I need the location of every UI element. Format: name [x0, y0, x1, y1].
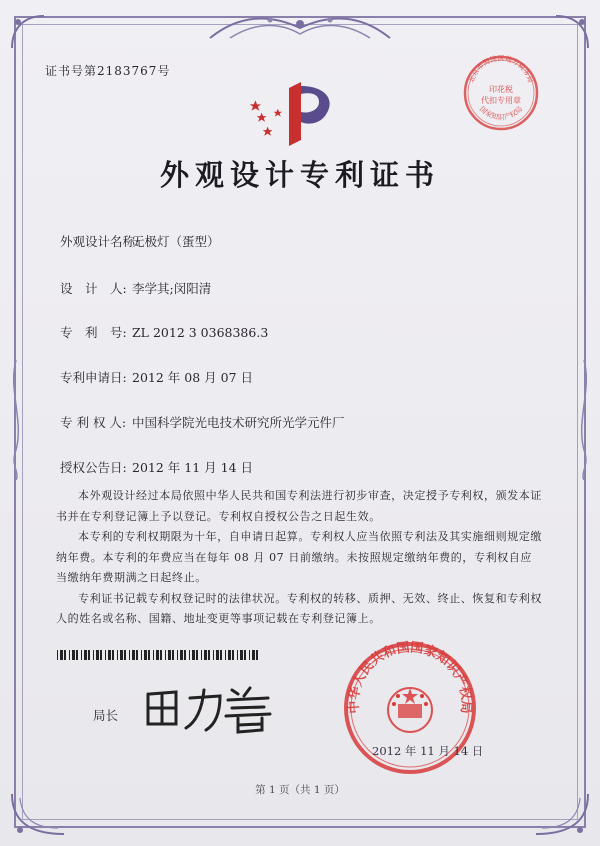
barcode-bar: [88, 650, 90, 660]
barcode-bar: [124, 650, 126, 660]
barcode-bar: [232, 650, 234, 660]
seal-date: 2012 年 11 月 14 日: [372, 744, 484, 758]
paragraph-term: 本专利的专利权期限为十年，自申请日起算。专利权人应当依照专利法及其实施细则规定缴纳年费。本专利的年费应当在每年 08 月 07 日前缴纳。未按照规定缴纳年费的，专利权自应当缴纳年费期满之日起终止。: [56, 530, 542, 584]
field-designer: [60, 279, 211, 297]
field-label: 外观设计名称:: [60, 234, 140, 249]
barcode-bar: [136, 650, 138, 660]
field-label: 授权公告日:: [60, 460, 127, 475]
right-side-ornament: [574, 360, 594, 480]
field-label: 专利申请日:: [60, 370, 127, 385]
barcode-bar: [153, 650, 154, 660]
barcode-bar: [129, 650, 130, 660]
field-value: 无极灯（蛋型）: [132, 234, 220, 249]
barcode-bar: [132, 650, 135, 660]
barcode-bar: [93, 650, 94, 660]
barcode-bar: [64, 650, 66, 660]
field-value: 李学其;闵阳清: [132, 281, 212, 296]
barcode-bar: [216, 650, 219, 660]
barcode-bar: [244, 650, 246, 660]
barcode-bar: [192, 650, 195, 660]
field-value: 2012 年 08 月 07 日: [132, 370, 253, 385]
barcode-bar: [60, 650, 63, 660]
barcode-bar: [208, 650, 210, 660]
paragraph-grant: 本外观设计经过本局依照中华人民共和国专利法进行初步审查，决定授予专利权，颁发本证书并在专利登记簿上予以登记。专利权自授权公告之日起生效。: [56, 489, 542, 523]
barcode-bar: [168, 650, 171, 660]
barcode-bar: [57, 650, 58, 660]
corner-ornament-bottom-left: [8, 790, 68, 840]
patent-office-logo: [245, 78, 345, 150]
field-label: 专 利 号:: [60, 325, 127, 340]
barcode-bar: [252, 650, 255, 660]
barcode-bar: [204, 650, 207, 660]
barcode-bar: [256, 650, 258, 660]
barcode-bar: [165, 650, 166, 660]
barcode-bar: [81, 650, 82, 660]
barcode-bar: [225, 650, 226, 660]
left-side-ornament: [6, 360, 26, 480]
field-label: 专 利 权 人:: [60, 415, 127, 430]
field-patentee: [60, 413, 345, 431]
field-label: 设 计 人:: [60, 281, 127, 296]
field-design-name: [60, 232, 220, 250]
barcode-bar: [189, 650, 190, 660]
barcode-bar: [69, 650, 70, 660]
paragraph-legal-status: 专利证书记载专利权登记时的法律状况。专利权的转移、质押、无效、终止、恢复和专利权人的姓名或名称、国籍、地址变更等事项记载在专利登记簿上。: [56, 591, 542, 625]
barcode-bar: [120, 650, 123, 660]
barcode-bar: [180, 650, 183, 660]
barcode-bar: [196, 650, 198, 660]
barcode-bar: [156, 650, 159, 660]
barcode-bar: [117, 650, 118, 660]
barcode: [57, 645, 262, 655]
barcode-bar: [148, 650, 150, 660]
barcode-bar: [228, 650, 231, 660]
barcode-bar: [112, 650, 114, 660]
barcode-bar: [105, 650, 106, 660]
barcode-bar: [160, 650, 162, 660]
corner-ornament-bottom-right: [532, 790, 592, 840]
svg-text:国家知识产权局: [478, 104, 524, 121]
seal-ring-text: 中华人民共和国国家知识产权局: [346, 640, 474, 715]
certificate-number: 证书号第2183767号: [45, 64, 171, 78]
barcode-bar: [172, 650, 174, 660]
field-grant-date: [60, 458, 253, 476]
field-value: 2012 年 11 月 14 日: [132, 460, 253, 475]
small-seal-line-1: 印花税: [489, 85, 513, 94]
barcode-bar: [177, 650, 178, 660]
barcode-bar: [96, 650, 99, 660]
top-ornament: [200, 10, 400, 44]
barcode-bar: [213, 650, 214, 660]
barcode-bar: [108, 650, 111, 660]
field-application-date: [60, 368, 253, 386]
svg-text:中华人民共和国国家知识产权局: [346, 639, 475, 714]
svg-text:北京市海淀区地方税务局: [467, 54, 535, 84]
certificate-body: [56, 486, 542, 630]
corner-ornament-top-left: [8, 12, 48, 52]
small-seal-ring-text: 北京市海淀区地方税务局: [467, 54, 535, 84]
field-value: ZL 2012 3 0368386.3: [132, 325, 269, 340]
barcode-bar: [237, 650, 238, 660]
barcode-bar: [144, 650, 147, 660]
stamp-duty-seal: [462, 54, 540, 132]
barcode-bar: [141, 650, 142, 660]
barcode-bar: [220, 650, 222, 660]
director-label: 局长: [93, 708, 119, 723]
barcode-bar: [201, 650, 202, 660]
barcode-bar: [240, 650, 243, 660]
field-patent-number: [60, 323, 268, 341]
barcode-bar: [84, 650, 87, 660]
barcode-bar: [76, 650, 78, 660]
page-title: 外观设计专利证书: [159, 158, 440, 192]
barcode-bar: [249, 650, 250, 660]
director-signature: [140, 680, 280, 735]
small-seal-line-2: 代扣专用章: [481, 96, 521, 105]
barcode-bar: [72, 650, 75, 660]
barcode-bar: [100, 650, 102, 660]
corner-ornament-top-right: [552, 12, 592, 52]
field-value: 中国科学院光电技术研究所光学元件厂: [132, 415, 345, 430]
barcode-bar: [184, 650, 186, 660]
page-number: 第 1 页（共 1 页）: [255, 784, 345, 796]
small-seal-bottom-text: 国家知识产权局: [477, 105, 525, 122]
